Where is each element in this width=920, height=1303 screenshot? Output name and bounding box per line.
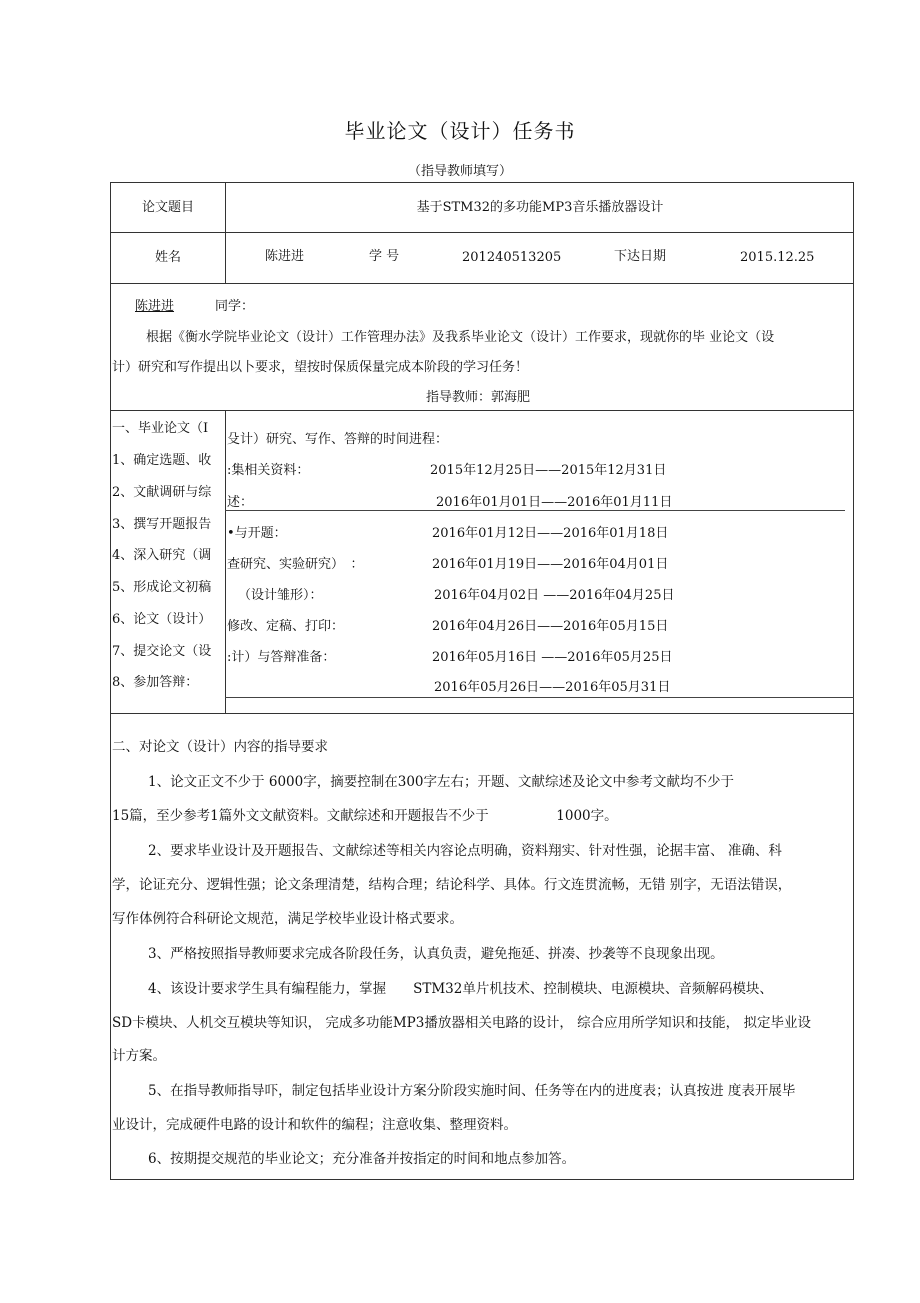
requirement-line: 15篇，至少参考1篇外文文献资料。文献综述和开题报告不少于 1000字。 [112,808,618,824]
schedule-dates: 2016年04月02日 ——2016年04月25日 [434,588,675,603]
schedule-left-item: 1、确定选题、收 [112,453,212,468]
supervisor: 指导教师：郭海肥 [426,390,531,405]
requirement-line: 业设计，完成硬件电路的设计和软件的编程；注意收集、整理资料。 [112,1117,517,1133]
schedule-task: 查研究、实验研究） ： [227,557,364,572]
schedule-intro: 殳计）研究、写作、答辩的时间进程： [227,432,449,447]
schedule-dates: 2016年01月12日——2016年01月18日 [432,526,669,541]
requirement-line: 1、论文正文不少于 6000字，摘要控制在300字左右；开题、文献综述及论文中参考文献均不少于 [148,774,735,790]
schedule-task: （设计雏形）： [238,588,323,603]
schedule-dates: 2016年01月01日——2016年01月11日 [436,495,673,510]
row-divider [110,283,854,284]
schedule-dates: 2015年12月25日——2015年12月31日 [430,463,667,478]
schedule-left-item: 3、撰写开题报告 [112,517,212,532]
requirement-line: 写作体例符合科研论文规范，满足学校毕业设计格式要求。 [112,911,463,927]
student-name: 陈进进 [135,299,175,314]
name-value: 陈进进 [265,249,305,264]
schedule-left-item: 2、文献调研与综 [112,485,212,500]
requirement-line: SD卡模块、人机交互模块等知识， 完成多功能MP3播放器相关电路的设计， 综合应用所学知识和技能， 拟定毕业设 [112,1015,811,1031]
requirement-line: 学，论证充分、逻辑性强；论文条理清楚，结构合理；结论科学、具体。行文连贯流畅，无错 别字，无语法错误， [112,877,792,893]
row-divider [110,232,854,233]
topic-label: 论文题目 [141,200,194,215]
schedule-left-item: 5、形成论文初稿 [112,580,212,595]
schedule-dates: 2016年04月26日——2016年05月15日 [432,619,669,634]
schedule-task: :集相关资料： [227,463,310,478]
topic-value: 基于STM32的多功能MP3音乐播放器设计 [416,200,664,215]
student-id-label: 学 号 [369,249,400,264]
schedule-left-item: 一、毕业论文（I [112,421,209,436]
schedule-task: 修改、定稿、打印： [227,619,345,634]
requirements-heading: 二、对论文（设计）内容的指导要求 [112,739,328,755]
schedule-dates: 2016年05月26日——2016年05月31日 [434,680,671,695]
document-title: 毕业论文（设计）任务书 [344,119,576,143]
schedule-dates: 2016年01月19日——2016年04月01日 [432,557,669,572]
requirement-line: 3、严格按照指导教师要求完成各阶段任务，认真负责，避免拖延、拼凑、抄袭等不良现象出现。 [148,946,724,962]
requirement-line: 4、该设计要求学生具有编程能力，掌握 STM32单片机技术、控制模块、电源模块、音频解码模块、 [148,981,773,997]
greeting-line: 根据《衡水学院毕业论文（设计）工作管理办法》及我系毕业论文（设计）工作要求，现就你的毕 业论文（设 [146,330,775,345]
schedule-rule [225,697,854,698]
column-divider [225,182,226,283]
schedule-task: :计）与答辩准备： [227,650,336,665]
row-divider [110,410,854,411]
schedule-left-item: 7、提交论文（设 [112,644,212,659]
schedule-left-item: 8、参加答辩： [112,675,199,690]
schedule-task: •与开题： [227,526,287,541]
requirement-line: 6、按期提交规范的毕业论文；充分准备并按指定的时间和地点参加答。 [148,1151,576,1167]
schedule-left-item: 6、论文（设计） [112,612,212,627]
student-id-value: 201240513205 [462,250,562,265]
schedule-task: 述： [227,495,254,510]
requirement-line: 2、要求毕业设计及开题报告、文献综述等相关内容论点明确，资料翔实、针对性强，论据丰富、 准确、科 [148,843,782,859]
requirement-line: 5、在指导教师指导吓，制定包括毕业设计方案分阶段实施时间、任务等在内的进度表；认真按进 度表开展毕 [148,1083,796,1099]
document-subtitle: （指导教师填写） [407,164,512,179]
column-divider [225,410,226,713]
schedule-left-item: 4、深入研究（调 [112,548,212,563]
schedule-dates: 2016年05月16日 ——2016年05月25日 [432,650,673,665]
name-label: 姓名 [154,250,181,265]
row-divider [110,713,854,714]
issue-date-value: 2015.12.25 [740,250,815,265]
issue-date-label: 下达日期 [614,249,667,264]
salutation: 同学： [215,299,255,314]
requirement-line: 计方案。 [112,1048,166,1064]
greeting-line: 计）研究和写作提出以卜要求，望按时保质保量完成本阶段的学习任务！ [112,360,529,375]
